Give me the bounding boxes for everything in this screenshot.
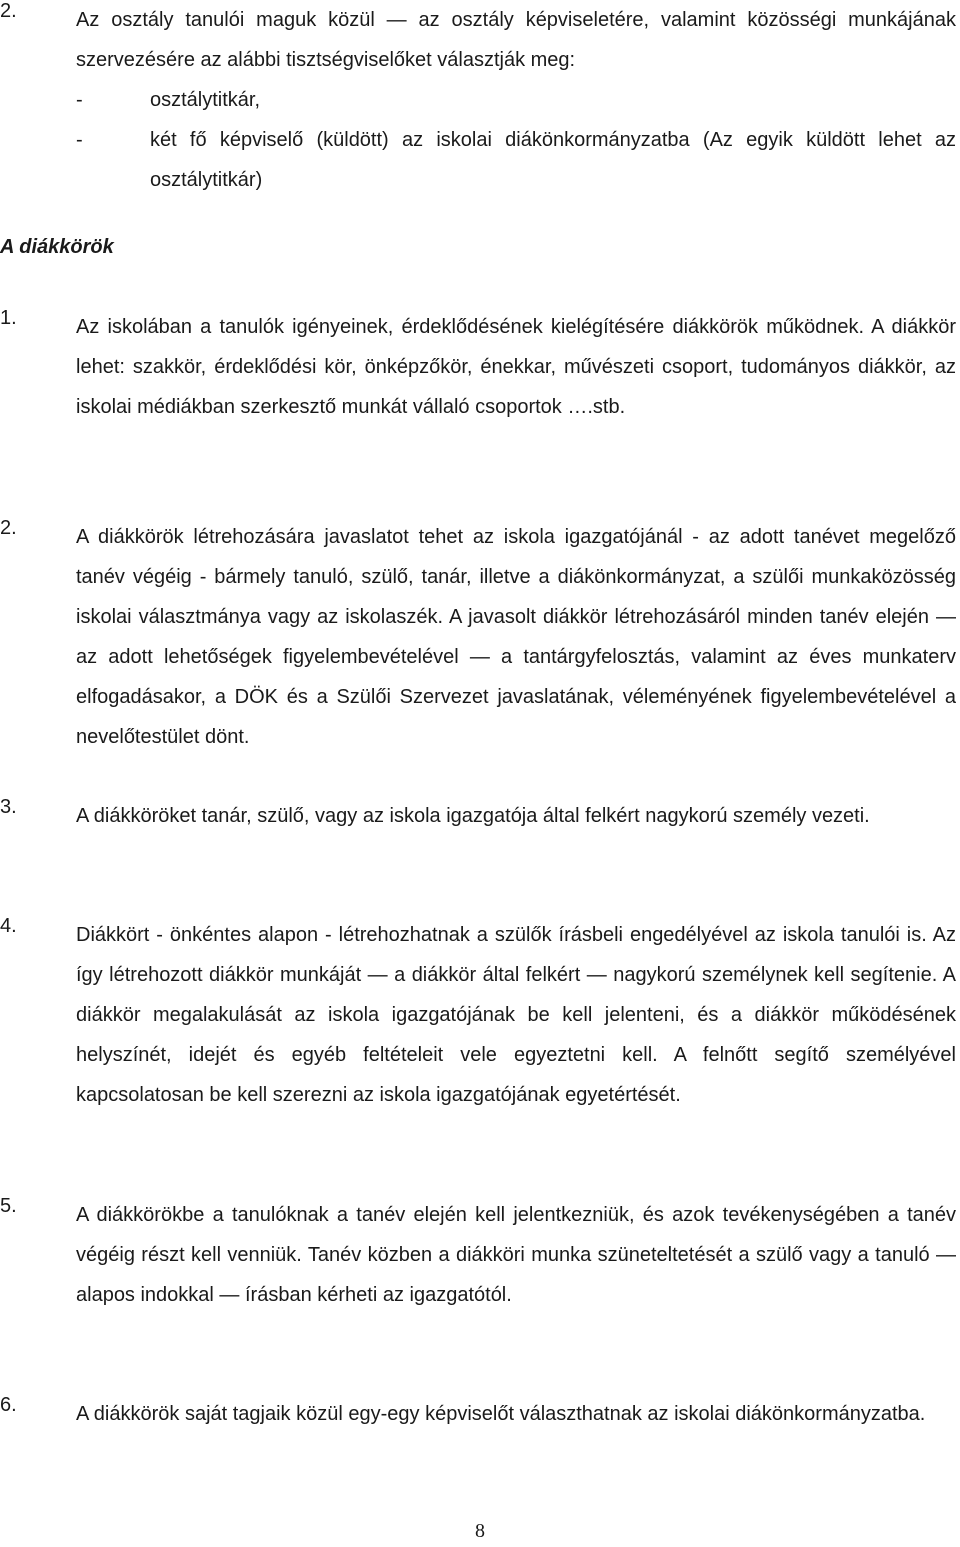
- item-text: Diákkört - önkéntes alapon - létrehozhatnak a szülők írásbeli engedélyével az iskola tanulói is. Az így létrehozott diákkör munkáját — a diákkör által felkért — nagykorú személynek kell segítenie. A diákkör megalakulását az iskola igazgatójának be kell jelenteni, és a diákkör működésének helyszínét, idejét és egyéb feltételeit vele egyeztetni kell. A felnőtt segítő személyével kapcsolatosan be kell szerezni az iskola igazgatójának egyetértését.: [76, 924, 956, 1106]
- item-text: A diákköröket tanár, szülő, vagy az iskola igazgatója által felkért nagykorú személy vezeti.: [76, 805, 870, 827]
- item-number: 4.: [0, 915, 17, 937]
- item-text: Az iskolában a tanulók igényeinek, érdeklődésének kielégítésére diákkörök működnek. A diákkör lehet: szakkör, érdeklődési kör, önképzőkör, énekkar, művészeti csoport, tudományos diákkör, az iskolai médiákban szerkesztő munkát vállaló csoportok ….stb.: [76, 316, 956, 418]
- item-text: A diákkörökbe a tanulóknak a tanév elején kell jelentkezniük, és azok tevékenységében a tanév végéig részt kell venniük. Tanév közben a diákköri munka szüneteltetését a szülő vagy a tanuló — alapos indokkal — írásban kérheti az igazgatótól.: [76, 1204, 956, 1306]
- item-text: A diákkörök létrehozására javaslatot tehet az iskola igazgatójánál - az adott tanévet megelőző tanév végéig - bármely tanuló, szülő, tanár, illetve a diákönkormányzat, a szülői munkaközösség iskolai választmánya vagy az iskolaszék. A javasolt diákkör létrehozásáról minden tanév elején — az adott lehetőségek figyelembevételével — a tantárgyfelosztás, valamint az éves munkaterv elfogadásakor, a DÖK és a Szülői Szervezet javaslatának, véleményének figyelembevételével a nevelőtestület dönt.: [76, 526, 956, 748]
- list-item: [0, 307, 956, 427]
- intro-number: 2.: [0, 0, 17, 22]
- list-item: [0, 1195, 956, 1315]
- page-number: 8: [475, 1520, 485, 1542]
- intro-paragraph: [0, 0, 956, 200]
- bullet-dash: -: [76, 89, 83, 111]
- intro-bullet: [76, 120, 956, 200]
- list-item: [0, 517, 956, 757]
- item-number: 6.: [0, 1394, 17, 1416]
- bullet-dash: -: [76, 129, 83, 151]
- list-item: [0, 1394, 956, 1434]
- intro-body: [76, 0, 956, 200]
- list-item: [0, 915, 956, 1115]
- item-number: 3.: [0, 796, 17, 818]
- item-text: A diákkörök saját tagjaik közül egy-egy képviselőt választhatnak az iskolai diákönkormányzatba.: [76, 1403, 926, 1425]
- intro-text: Az osztály tanulói maguk közül — az osztály képviseletére, valamint közösségi munkájának szervezésére az alábbi tisztségviselőket választják meg:: [76, 9, 956, 71]
- intro-bullet: [76, 80, 956, 120]
- section-heading: A diákkörök: [0, 236, 114, 258]
- item-number: 2.: [0, 517, 17, 539]
- item-number: 1.: [0, 307, 17, 329]
- list-item: [0, 796, 956, 836]
- item-number: 5.: [0, 1195, 17, 1217]
- bullet-text: két fő képviselő (küldött) az iskolai diákönkormányzatba (Az egyik küldött lehet az osztálytitkár): [150, 129, 956, 191]
- bullet-text: osztálytitkár,: [150, 89, 261, 111]
